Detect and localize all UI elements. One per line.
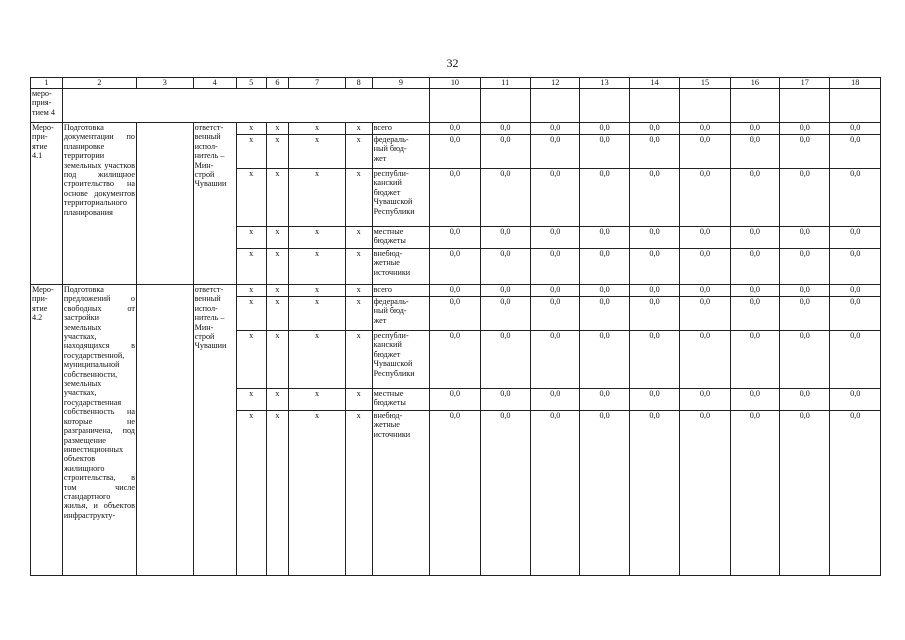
- mark-cell: x: [345, 227, 372, 249]
- column-number: 12: [531, 78, 580, 89]
- value-cell: 0,0: [430, 297, 480, 331]
- carry-over-row: [31, 89, 881, 123]
- mark-cell: x: [289, 389, 346, 411]
- funding-source: федераль- ный бюд- жет: [372, 135, 430, 169]
- carry-over-cell: [780, 89, 830, 123]
- mark-cell: x: [345, 285, 372, 297]
- carry-over-cell: [62, 89, 429, 123]
- mark-cell: x: [266, 297, 289, 331]
- value-cell: 0,0: [480, 297, 530, 331]
- value-cell: 0,0: [629, 123, 679, 135]
- empty-cell: [136, 123, 193, 285]
- value-cell: 0,0: [580, 285, 629, 297]
- value-cell: 0,0: [830, 135, 881, 169]
- mark-cell: x: [345, 249, 372, 285]
- mark-cell: x: [266, 249, 289, 285]
- value-cell: 0,0: [531, 297, 580, 331]
- value-cell: 0,0: [680, 285, 730, 297]
- value-cell: 0,0: [580, 389, 629, 411]
- column-number: 10: [430, 78, 480, 89]
- value-cell: 0,0: [629, 285, 679, 297]
- value-cell: 0,0: [480, 227, 530, 249]
- page-number: 32: [446, 56, 459, 70]
- value-cell: 0,0: [629, 297, 679, 331]
- value-cell: 0,0: [430, 331, 480, 389]
- value-cell: 0,0: [780, 285, 830, 297]
- funding-source: внебюд- жетные источники: [372, 249, 430, 285]
- value-cell: 0,0: [629, 135, 679, 169]
- value-cell: 0,0: [780, 297, 830, 331]
- value-cell: 0,0: [629, 169, 679, 227]
- mark-cell: x: [266, 135, 289, 169]
- value-cell: 0,0: [430, 389, 480, 411]
- value-cell: 0,0: [830, 411, 881, 576]
- value-cell: 0,0: [780, 249, 830, 285]
- value-cell: 0,0: [480, 169, 530, 227]
- funding-source: местные бюджеты: [372, 389, 430, 411]
- value-cell: 0,0: [480, 249, 530, 285]
- mark-cell: x: [266, 411, 289, 576]
- value-cell: 0,0: [480, 331, 530, 389]
- column-number: 7: [289, 78, 346, 89]
- value-cell: 0,0: [680, 123, 730, 135]
- value-cell: 0,0: [730, 123, 779, 135]
- event-description: Подготовка предложений о свободных от застройки земельных участках, находящихся в государственной, муниципальной собственности, земельных участках, государственная собственность на которые не разграничена, под размещение инвестиционных объектов жилищного строительства, в том числе стандартного жилья, и объектов инфраструкту-: [62, 285, 136, 576]
- value-cell: 0,0: [830, 389, 881, 411]
- column-number: 5: [236, 78, 266, 89]
- value-cell: 0,0: [430, 285, 480, 297]
- column-number: 8: [345, 78, 372, 89]
- column-number: 2: [62, 78, 136, 89]
- value-cell: 0,0: [580, 123, 629, 135]
- value-cell: 0,0: [680, 249, 730, 285]
- value-cell: 0,0: [780, 169, 830, 227]
- mark-cell: x: [289, 297, 346, 331]
- mark-cell: x: [345, 389, 372, 411]
- column-number: 15: [680, 78, 730, 89]
- funding-source: внебюд- жетные источники: [372, 411, 430, 576]
- column-number: 18: [830, 78, 881, 89]
- column-number: 11: [480, 78, 530, 89]
- value-cell: 0,0: [531, 331, 580, 389]
- value-cell: 0,0: [531, 135, 580, 169]
- value-cell: 0,0: [430, 227, 480, 249]
- value-cell: 0,0: [430, 411, 480, 576]
- column-number: 9: [372, 78, 430, 89]
- mark-cell: x: [289, 249, 346, 285]
- value-cell: 0,0: [830, 123, 881, 135]
- value-cell: 0,0: [480, 123, 530, 135]
- value-cell: 0,0: [680, 169, 730, 227]
- value-cell: 0,0: [580, 331, 629, 389]
- funding-source: республи- канский бюджет Чувашской Республики: [372, 331, 430, 389]
- mark-cell: x: [266, 123, 289, 135]
- value-cell: 0,0: [730, 297, 779, 331]
- column-number: 13: [580, 78, 629, 89]
- value-cell: 0,0: [680, 411, 730, 576]
- value-cell: 0,0: [830, 227, 881, 249]
- value-cell: 0,0: [830, 169, 881, 227]
- mark-cell: x: [266, 169, 289, 227]
- value-cell: 0,0: [780, 135, 830, 169]
- value-cell: 0,0: [531, 227, 580, 249]
- value-cell: 0,0: [830, 249, 881, 285]
- mark-cell: x: [345, 123, 372, 135]
- table-row: [31, 285, 881, 297]
- column-number-row: [31, 78, 881, 89]
- value-cell: 0,0: [629, 411, 679, 576]
- mark-cell: x: [289, 123, 346, 135]
- funding-source: всего: [372, 123, 430, 135]
- value-cell: 0,0: [629, 389, 679, 411]
- value-cell: 0,0: [780, 389, 830, 411]
- mark-cell: x: [236, 389, 266, 411]
- value-cell: 0,0: [780, 411, 830, 576]
- value-cell: 0,0: [680, 389, 730, 411]
- value-cell: 0,0: [730, 169, 779, 227]
- value-cell: 0,0: [629, 331, 679, 389]
- carry-over-cell: [430, 89, 480, 123]
- value-cell: 0,0: [480, 411, 530, 576]
- funding-source: республи- канский бюджет Чувашской Республики: [372, 169, 430, 227]
- value-cell: 0,0: [430, 249, 480, 285]
- value-cell: 0,0: [531, 411, 580, 576]
- value-cell: 0,0: [730, 389, 779, 411]
- value-cell: 0,0: [531, 389, 580, 411]
- column-number: 6: [266, 78, 289, 89]
- responsible-executor: ответст- венный испол- нитель – Мин- строй Чувашии: [193, 123, 236, 285]
- value-cell: 0,0: [580, 411, 629, 576]
- mark-cell: x: [236, 169, 266, 227]
- responsible-executor: ответст- венный испол- нитель – Мин- строй Чувашии: [193, 285, 236, 576]
- value-cell: 0,0: [730, 285, 779, 297]
- carry-over-label: меро- прия- тием 4: [31, 89, 63, 123]
- carry-over-cell: [629, 89, 679, 123]
- column-number: 4: [193, 78, 236, 89]
- value-cell: 0,0: [680, 297, 730, 331]
- value-cell: 0,0: [680, 135, 730, 169]
- carry-over-cell: [531, 89, 580, 123]
- value-cell: 0,0: [480, 135, 530, 169]
- value-cell: 0,0: [730, 249, 779, 285]
- mark-cell: x: [266, 331, 289, 389]
- mark-cell: x: [289, 135, 346, 169]
- value-cell: 0,0: [531, 169, 580, 227]
- empty-cell: [136, 285, 193, 576]
- mark-cell: x: [345, 331, 372, 389]
- value-cell: 0,0: [680, 331, 730, 389]
- value-cell: 0,0: [830, 297, 881, 331]
- value-cell: 0,0: [480, 285, 530, 297]
- carry-over-cell: [680, 89, 730, 123]
- mark-cell: x: [236, 331, 266, 389]
- value-cell: 0,0: [730, 227, 779, 249]
- mark-cell: x: [236, 297, 266, 331]
- mark-cell: x: [345, 411, 372, 576]
- value-cell: 0,0: [480, 389, 530, 411]
- mark-cell: x: [236, 411, 266, 576]
- mark-cell: x: [345, 135, 372, 169]
- column-number: 17: [780, 78, 830, 89]
- event-label: Меро- при- ятие 4.2: [31, 285, 63, 576]
- value-cell: 0,0: [629, 227, 679, 249]
- mark-cell: x: [266, 227, 289, 249]
- value-cell: 0,0: [680, 227, 730, 249]
- mark-cell: x: [236, 285, 266, 297]
- mark-cell: x: [236, 135, 266, 169]
- carry-over-cell: [580, 89, 629, 123]
- column-number: 16: [730, 78, 779, 89]
- value-cell: 0,0: [531, 249, 580, 285]
- mark-cell: x: [289, 227, 346, 249]
- carry-over-cell: [830, 89, 881, 123]
- value-cell: 0,0: [730, 135, 779, 169]
- mark-cell: x: [236, 249, 266, 285]
- mark-cell: x: [289, 411, 346, 576]
- value-cell: 0,0: [780, 227, 830, 249]
- column-number: 3: [136, 78, 193, 89]
- mark-cell: x: [345, 169, 372, 227]
- value-cell: 0,0: [580, 135, 629, 169]
- value-cell: 0,0: [430, 123, 480, 135]
- table-row: [31, 123, 881, 135]
- mark-cell: x: [345, 297, 372, 331]
- value-cell: 0,0: [580, 227, 629, 249]
- value-cell: 0,0: [780, 331, 830, 389]
- value-cell: 0,0: [580, 249, 629, 285]
- mark-cell: x: [289, 285, 346, 297]
- value-cell: 0,0: [629, 249, 679, 285]
- table-body: [31, 78, 881, 576]
- value-cell: 0,0: [730, 411, 779, 576]
- carry-over-cell: [480, 89, 530, 123]
- mark-cell: x: [236, 123, 266, 135]
- mark-cell: x: [289, 331, 346, 389]
- funding-source: местные бюджеты: [372, 227, 430, 249]
- mark-cell: x: [236, 227, 266, 249]
- value-cell: 0,0: [580, 297, 629, 331]
- value-cell: 0,0: [830, 285, 881, 297]
- value-cell: 0,0: [531, 285, 580, 297]
- value-cell: 0,0: [730, 331, 779, 389]
- value-cell: 0,0: [531, 123, 580, 135]
- column-number: 1: [31, 78, 63, 89]
- funding-source: всего: [372, 285, 430, 297]
- mark-cell: x: [266, 389, 289, 411]
- mark-cell: x: [266, 285, 289, 297]
- value-cell: 0,0: [580, 169, 629, 227]
- column-number: 14: [629, 78, 679, 89]
- event-label: Меро- при- ятие 4.1: [31, 123, 63, 285]
- value-cell: 0,0: [430, 169, 480, 227]
- budget-table: [30, 77, 881, 576]
- mark-cell: x: [289, 169, 346, 227]
- event-description: Подготовка документации по планировке территории земельных участков под жилищное строительство на основе документов территориального планирования: [62, 123, 136, 285]
- value-cell: 0,0: [830, 331, 881, 389]
- value-cell: 0,0: [780, 123, 830, 135]
- funding-source: федераль- ный бюд- жет: [372, 297, 430, 331]
- value-cell: 0,0: [430, 135, 480, 169]
- carry-over-cell: [730, 89, 779, 123]
